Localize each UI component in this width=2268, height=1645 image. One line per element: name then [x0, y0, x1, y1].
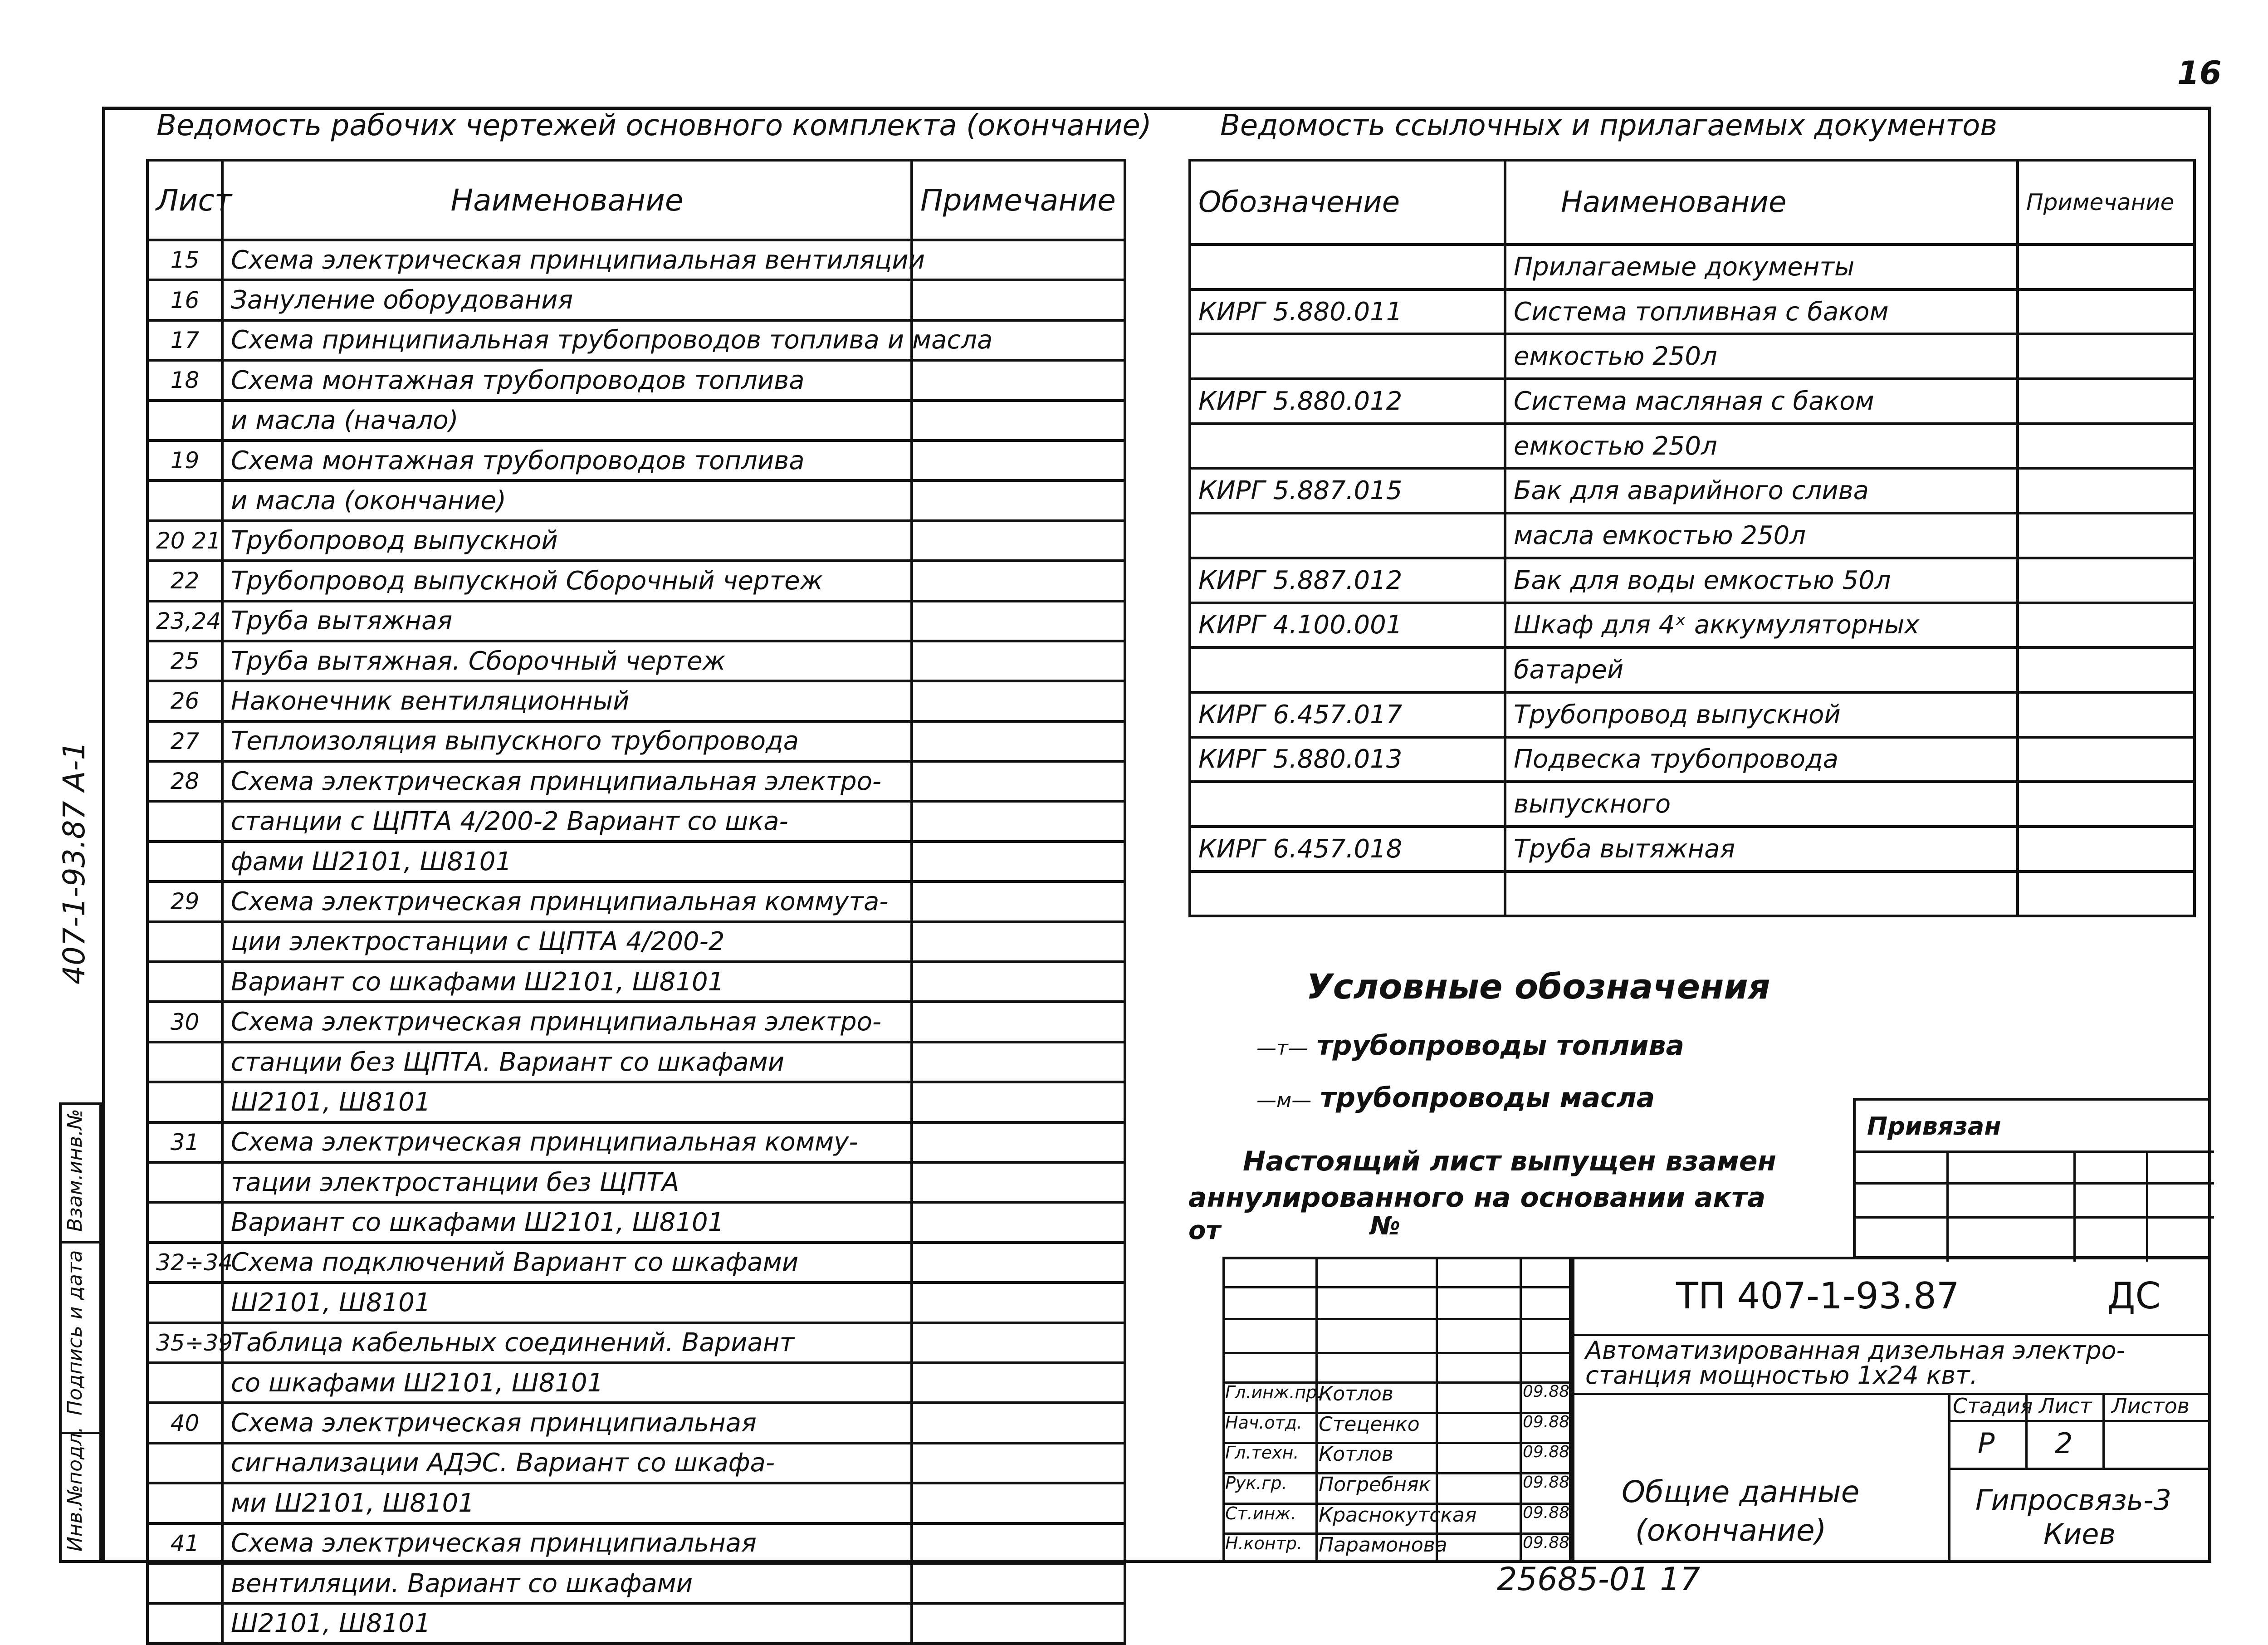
sheet-number: 26: [147, 681, 222, 721]
sheet-note: [912, 1603, 1125, 1643]
sheet-note: [912, 1443, 1125, 1483]
signature-date: 09.88: [1523, 1533, 1570, 1552]
sheet-name: и масла (начало): [222, 401, 912, 441]
sheet-number: 22: [147, 561, 222, 601]
signature-rows: [1222, 1381, 1572, 1563]
table-row: [147, 1523, 1125, 1563]
signature-role: Н.контр.: [1225, 1533, 1303, 1554]
document-note: [2018, 647, 2195, 692]
legend-item-oil: [1256, 1082, 1655, 1114]
document-name: масла емкостью 250л: [1505, 513, 2018, 558]
table-row: [147, 521, 1125, 561]
sheet-number: 31: [147, 1122, 222, 1162]
sheet-number: 28: [147, 761, 222, 801]
sheet-name: Труба вытяжная. Сборочный чертеж: [222, 641, 912, 681]
legend-text: трубопроводы масла: [1320, 1082, 1655, 1114]
sheets-header: Листов: [2112, 1394, 2190, 1418]
sheet-number: [147, 1363, 222, 1403]
sheet-number: [147, 922, 222, 962]
sheet-number: 30: [147, 1002, 222, 1042]
sheet-number: 27: [147, 721, 222, 761]
page-number: 16: [2177, 54, 2222, 92]
document-name: Прилагаемые документы: [1505, 245, 2018, 289]
sheet-name: Трубопровод выпускной: [222, 521, 912, 561]
sheet-note: [912, 601, 1125, 641]
table-row: [147, 561, 1125, 601]
sheet-note: [912, 1002, 1125, 1042]
document-name: [1505, 871, 2018, 916]
table-row: [147, 1002, 1125, 1042]
sheet-name: ми Ш2101, Ш8101: [222, 1483, 912, 1523]
sheet-name: Труба вытяжная: [222, 601, 912, 641]
document-note: [2018, 871, 2195, 916]
document-designation: [1190, 513, 1505, 558]
sheet-name: Ш2101, Ш8101: [222, 1283, 912, 1322]
legend-title: Условные обозначения: [1306, 966, 1770, 1007]
sheet-name: Вариант со шкафами Ш2101, Ш8101: [222, 962, 912, 1002]
table-row: [147, 480, 1125, 520]
sheet-note: [912, 280, 1125, 320]
document-note: [2018, 468, 2195, 513]
sheet-note: [912, 721, 1125, 761]
table-row: [147, 881, 1125, 921]
sheet-name: Таблица кабельных соединений. Вариант: [222, 1323, 912, 1363]
table-row: [147, 681, 1125, 721]
table-row: [1190, 782, 2195, 827]
notice-number-label: №: [1370, 1211, 1401, 1241]
sheet-note: [912, 521, 1125, 561]
table-row: [147, 1603, 1125, 1643]
signature-name: Краснокутская: [1319, 1503, 1477, 1527]
document-note: [2018, 737, 2195, 782]
sheet-number: 40: [147, 1403, 222, 1443]
document-name: батарей: [1505, 647, 2018, 692]
document-note: [2018, 692, 2195, 737]
column-header-sheet: Лист: [147, 160, 222, 240]
document-name: емкостью 250л: [1505, 424, 2018, 469]
table-row: [147, 922, 1125, 962]
table-row: [1190, 603, 2195, 648]
sheet-number: 16: [147, 280, 222, 320]
document-note: [2018, 289, 2195, 334]
document-note: [2018, 603, 2195, 648]
table-row: [1190, 871, 2195, 916]
column-header-note: Примечание: [912, 160, 1125, 240]
table-row: [1190, 558, 2195, 603]
notice-from-label: от: [1188, 1216, 1221, 1245]
sheet-name: Схема монтажная трубопроводов топлива: [222, 441, 912, 480]
sheet-number: 23,24: [147, 601, 222, 641]
sheet-note: [912, 1243, 1125, 1283]
signature-date: 09.88: [1523, 1473, 1570, 1492]
table-row: [147, 320, 1125, 360]
sheet-number: 17: [147, 320, 222, 360]
side-document-code: 407-1-93.87 А-1: [57, 741, 92, 984]
document-note: [2018, 379, 2195, 424]
document-designation: КИРГ 5.887.015: [1190, 468, 1505, 513]
signature-date: 09.88: [1523, 1382, 1570, 1401]
table-row: [147, 1042, 1125, 1082]
sheet-number: 19: [147, 441, 222, 480]
object-name-line-1: Автоматизированная дизельная электро-: [1585, 1336, 2126, 1365]
sheet-name: Схема электрическая принципиальная: [222, 1523, 912, 1563]
sheet-note: [912, 360, 1125, 400]
document-name: емкостью 250л: [1505, 334, 2018, 379]
right-section-title: Ведомость ссылочных и прилагаемых документов: [1220, 109, 1997, 142]
stage-header: Стадия: [1953, 1394, 2033, 1418]
table-row: [147, 761, 1125, 801]
notice-line-1: Настоящий лист выпущен взамен: [1243, 1146, 1776, 1177]
signature-row: [1222, 1412, 1572, 1442]
sheet-number: [147, 1082, 222, 1122]
sheet-number: [147, 1042, 222, 1082]
sheet-note: [912, 1122, 1125, 1162]
signature-row: [1222, 1503, 1572, 1533]
signature-date: 09.88: [1523, 1443, 1570, 1462]
table-row: [1190, 692, 2195, 737]
table-row: [1190, 424, 2195, 469]
legend-symbol: —т—: [1256, 1037, 1308, 1060]
sheet-note: [912, 561, 1125, 601]
sheet-value: 2: [2055, 1427, 2073, 1460]
table-row: [147, 1283, 1125, 1322]
document-name: Подвеска трубопровода: [1505, 737, 2018, 782]
document-name: Бак для воды емкостью 50л: [1505, 558, 2018, 603]
table-row: [1190, 379, 2195, 424]
table-row: [147, 401, 1125, 441]
sheet-note: [912, 1042, 1125, 1082]
sheet-name: Схема электрическая принципиальная коммута-: [222, 881, 912, 921]
signature-role: Ст.инж.: [1225, 1503, 1296, 1523]
organization-line-1: Гипросвязь-3: [1975, 1483, 2171, 1517]
document-note: [2018, 827, 2195, 871]
column-header-designation: Обозначение: [1190, 160, 1505, 245]
table-row: [147, 1202, 1125, 1242]
sheet-header: Лист: [2039, 1394, 2092, 1418]
sheet-name: ции электростанции с ЩПТА 4/200-2: [222, 922, 912, 962]
sheet-number: 35÷39: [147, 1323, 222, 1363]
footer-number: 25685-01 17: [1497, 1561, 1701, 1598]
sheet-note: [912, 761, 1125, 801]
side-label-signature-date: Подпись и дата: [64, 1250, 87, 1415]
document-note: [2018, 513, 2195, 558]
document-designation: КИРГ 4.100.001: [1190, 603, 1505, 648]
sheet-note: [912, 881, 1125, 921]
table-row: [147, 1122, 1125, 1162]
sheet-note: [912, 401, 1125, 441]
sheet-number: [147, 1443, 222, 1483]
document-designation: [1190, 871, 1505, 916]
document-designation: КИРГ 5.880.011: [1190, 289, 1505, 334]
document-name: Трубопровод выпускной: [1505, 692, 2018, 737]
document-name: Труба вытяжная: [1505, 827, 2018, 871]
document-note: [2018, 245, 2195, 289]
signature-date: 09.88: [1523, 1503, 1570, 1522]
signature-row: [1222, 1472, 1572, 1503]
document-name: Бак для аварийного слива: [1505, 468, 2018, 513]
document-name: выпускного: [1505, 782, 2018, 827]
left-section-title: Ведомость рабочих чертежей основного комплекта (окончание): [156, 109, 1152, 142]
sheet-name: фами Ш2101, Ш8101: [222, 842, 912, 881]
document-note: [2018, 334, 2195, 379]
table-row: [1190, 468, 2195, 513]
sheet-note: [912, 801, 1125, 841]
document-note: [2018, 424, 2195, 469]
signature-date: 09.88: [1523, 1412, 1570, 1431]
column-header-name: Наименование: [1505, 160, 2018, 245]
table-row: [147, 360, 1125, 400]
document-designation: [1190, 782, 1505, 827]
binding-stamp: [1853, 1098, 2211, 1259]
sheet-number: 18: [147, 360, 222, 400]
sheet-name: Схема электрическая принципиальная вентиляции: [222, 240, 912, 280]
sheet-name: Трубопровод выпускной Сборочный чертеж: [222, 561, 912, 601]
sheet-number: 20 21: [147, 521, 222, 561]
sheet-note: [912, 1202, 1125, 1242]
table-row: [1190, 827, 2195, 871]
drawings-list-table: [146, 159, 1126, 1645]
signature-name: Котлов: [1319, 1443, 1393, 1466]
sheet-note: [912, 962, 1125, 1002]
document-designation: КИРГ 6.457.017: [1190, 692, 1505, 737]
document-name: Шкаф для 4ˣ аккумуляторных: [1505, 603, 2018, 648]
document-note: [2018, 558, 2195, 603]
table-row: [1190, 737, 2195, 782]
sheet-note: [912, 1082, 1125, 1122]
sheet-name: тации электростанции без ЩПТА: [222, 1162, 912, 1202]
organization-line-2: Киев: [2043, 1518, 2116, 1551]
document-name: Система топливная с баком: [1505, 289, 2018, 334]
table-row: [147, 1563, 1125, 1603]
sheet-note: [912, 1563, 1125, 1603]
sheet-note: [912, 1283, 1125, 1322]
table-row: [147, 641, 1125, 681]
sheet-name: Схема электрическая принципиальная комму-: [222, 1122, 912, 1162]
sheet-name: и масла (окончание): [222, 480, 912, 520]
table-row: [147, 441, 1125, 480]
signature-row: [1222, 1532, 1572, 1563]
legend-item-fuel: [1256, 1030, 1684, 1062]
sheet-name: со шкафами Ш2101, Ш8101: [222, 1363, 912, 1403]
sheet-number: [147, 1283, 222, 1322]
sheet-note: [912, 641, 1125, 681]
reference-documents-table: [1188, 159, 2196, 917]
stage-value: Р: [1978, 1427, 1995, 1460]
sheet-number: 32÷34: [147, 1243, 222, 1283]
sheet-note: [912, 922, 1125, 962]
document-type: ДС: [2107, 1275, 2161, 1317]
sheet-number: [147, 1483, 222, 1523]
table-row: [147, 1323, 1125, 1363]
sheet-number: [147, 1162, 222, 1202]
sheet-number: [147, 1563, 222, 1603]
table-row: [147, 1162, 1125, 1202]
sheet-title-line-1: Общие данные: [1622, 1474, 1860, 1509]
signature-role: Гл.техн.: [1225, 1443, 1299, 1463]
sheet-number: [147, 1202, 222, 1242]
sheet-number: 25: [147, 641, 222, 681]
column-header-name: Наименование: [222, 160, 912, 240]
sheet-number: [147, 1603, 222, 1643]
table-row: [1190, 647, 2195, 692]
legend-text: трубопроводы топлива: [1316, 1030, 1684, 1062]
document-designation: [1190, 245, 1505, 289]
table-row: [147, 1082, 1125, 1122]
table-row: [147, 842, 1125, 881]
signature-row: [1222, 1442, 1572, 1472]
sheet-number: [147, 842, 222, 881]
table-row: [147, 240, 1125, 280]
legend-symbol: —м—: [1256, 1089, 1312, 1112]
table-row: [147, 801, 1125, 841]
sheet-name: Схема подключений Вариант со шкафами: [222, 1243, 912, 1283]
signature-name: Погребняк: [1319, 1473, 1431, 1496]
sheet-number: 29: [147, 881, 222, 921]
sheet-title-line-2: (окончание): [1635, 1513, 1827, 1548]
sheet-name: Схема электрическая принципиальная электро-: [222, 761, 912, 801]
signature-role: Нач.отд.: [1225, 1412, 1303, 1433]
sheet-number: [147, 401, 222, 441]
title-block: [1222, 1257, 2211, 1563]
sheet-note: [912, 240, 1125, 280]
sheet-number: [147, 801, 222, 841]
side-label-inventory: Инв.№подл.: [64, 1426, 87, 1552]
object-name-line-2: станция мощностью 1х24 квт.: [1585, 1361, 1978, 1390]
sheet-note: [912, 1483, 1125, 1523]
sheet-name: Схема электрическая принципиальная: [222, 1403, 912, 1443]
table-row: [147, 1443, 1125, 1483]
sheet-name: Теплоизоляция выпускного трубопровода: [222, 721, 912, 761]
table-row: [147, 1483, 1125, 1523]
sheet-note: [912, 681, 1125, 721]
sheet-note: [912, 842, 1125, 881]
sheet-number: [147, 962, 222, 1002]
document-designation: КИРГ 5.880.012: [1190, 379, 1505, 424]
signature-role: Гл.инж.пр.: [1225, 1382, 1323, 1402]
notice-line-2: аннулированного на основании акта: [1188, 1182, 1766, 1214]
signature-row: [1222, 1381, 1572, 1412]
sheet-name: Ш2101, Ш8101: [222, 1603, 912, 1643]
sheet-name: вентиляции. Вариант со шкафами: [222, 1563, 912, 1603]
document-designation: КИРГ 5.880.013: [1190, 737, 1505, 782]
document-designation: [1190, 334, 1505, 379]
sheet-name: станции без ЩПТА. Вариант со шкафами: [222, 1042, 912, 1082]
sheet-name: Наконечник вентиляционный: [222, 681, 912, 721]
sheet-name: Вариант со шкафами Ш2101, Ш8101: [222, 1202, 912, 1242]
signature-name: Стеценко: [1319, 1412, 1420, 1436]
document-designation: КИРГ 6.457.018: [1190, 827, 1505, 871]
document-note: [2018, 782, 2195, 827]
table-row: [147, 721, 1125, 761]
sheet-note: [912, 1523, 1125, 1563]
table-row: [147, 1243, 1125, 1283]
sheet-name: Схема монтажная трубопроводов топлива: [222, 360, 912, 400]
document-designation: [1190, 424, 1505, 469]
sheet-note: [912, 1323, 1125, 1363]
table-row: [147, 1363, 1125, 1403]
document-code: ТП 407-1-93.87: [1676, 1275, 1960, 1317]
sheet-name: Схема электрическая принципиальная электро-: [222, 1002, 912, 1042]
table-row: [1190, 289, 2195, 334]
sheet-note: [912, 1363, 1125, 1403]
sheet-name: Ш2101, Ш8101: [222, 1082, 912, 1122]
sheet-note: [912, 480, 1125, 520]
sheet-name: Зануление оборудования: [222, 280, 912, 320]
table-row: [1190, 513, 2195, 558]
table-row: [147, 962, 1125, 1002]
sheet-number: [147, 480, 222, 520]
table-row: [147, 1403, 1125, 1443]
table-row: [147, 280, 1125, 320]
stamp-label: Привязан: [1867, 1112, 2001, 1141]
sheet-number: 41: [147, 1523, 222, 1563]
document-designation: КИРГ 5.887.012: [1190, 558, 1505, 603]
sheet-note: [912, 1403, 1125, 1443]
sheet-note: [912, 1162, 1125, 1202]
document-designation: [1190, 647, 1505, 692]
sheet-name: Схема принципиальная трубопроводов топлива и масла: [222, 320, 912, 360]
document-name: Система масляная с баком: [1505, 379, 2018, 424]
sheet-name: сигнализации АДЭС. Вариант со шкафа-: [222, 1443, 912, 1483]
signature-role: Рук.гр.: [1225, 1473, 1287, 1493]
signature-name: Парамонова: [1319, 1533, 1447, 1557]
side-label-replacement: Взам.инв.№: [64, 1109, 87, 1232]
table-row: [1190, 334, 2195, 379]
table-row: [147, 601, 1125, 641]
sheet-number: 15: [147, 240, 222, 280]
column-header-note: Примечание: [2018, 160, 2195, 245]
table-row: [1190, 245, 2195, 289]
sheet-name: станции с ЩПТА 4/200-2 Вариант со шка-: [222, 801, 912, 841]
sheet-note: [912, 441, 1125, 480]
signature-name: Котлов: [1319, 1382, 1393, 1405]
